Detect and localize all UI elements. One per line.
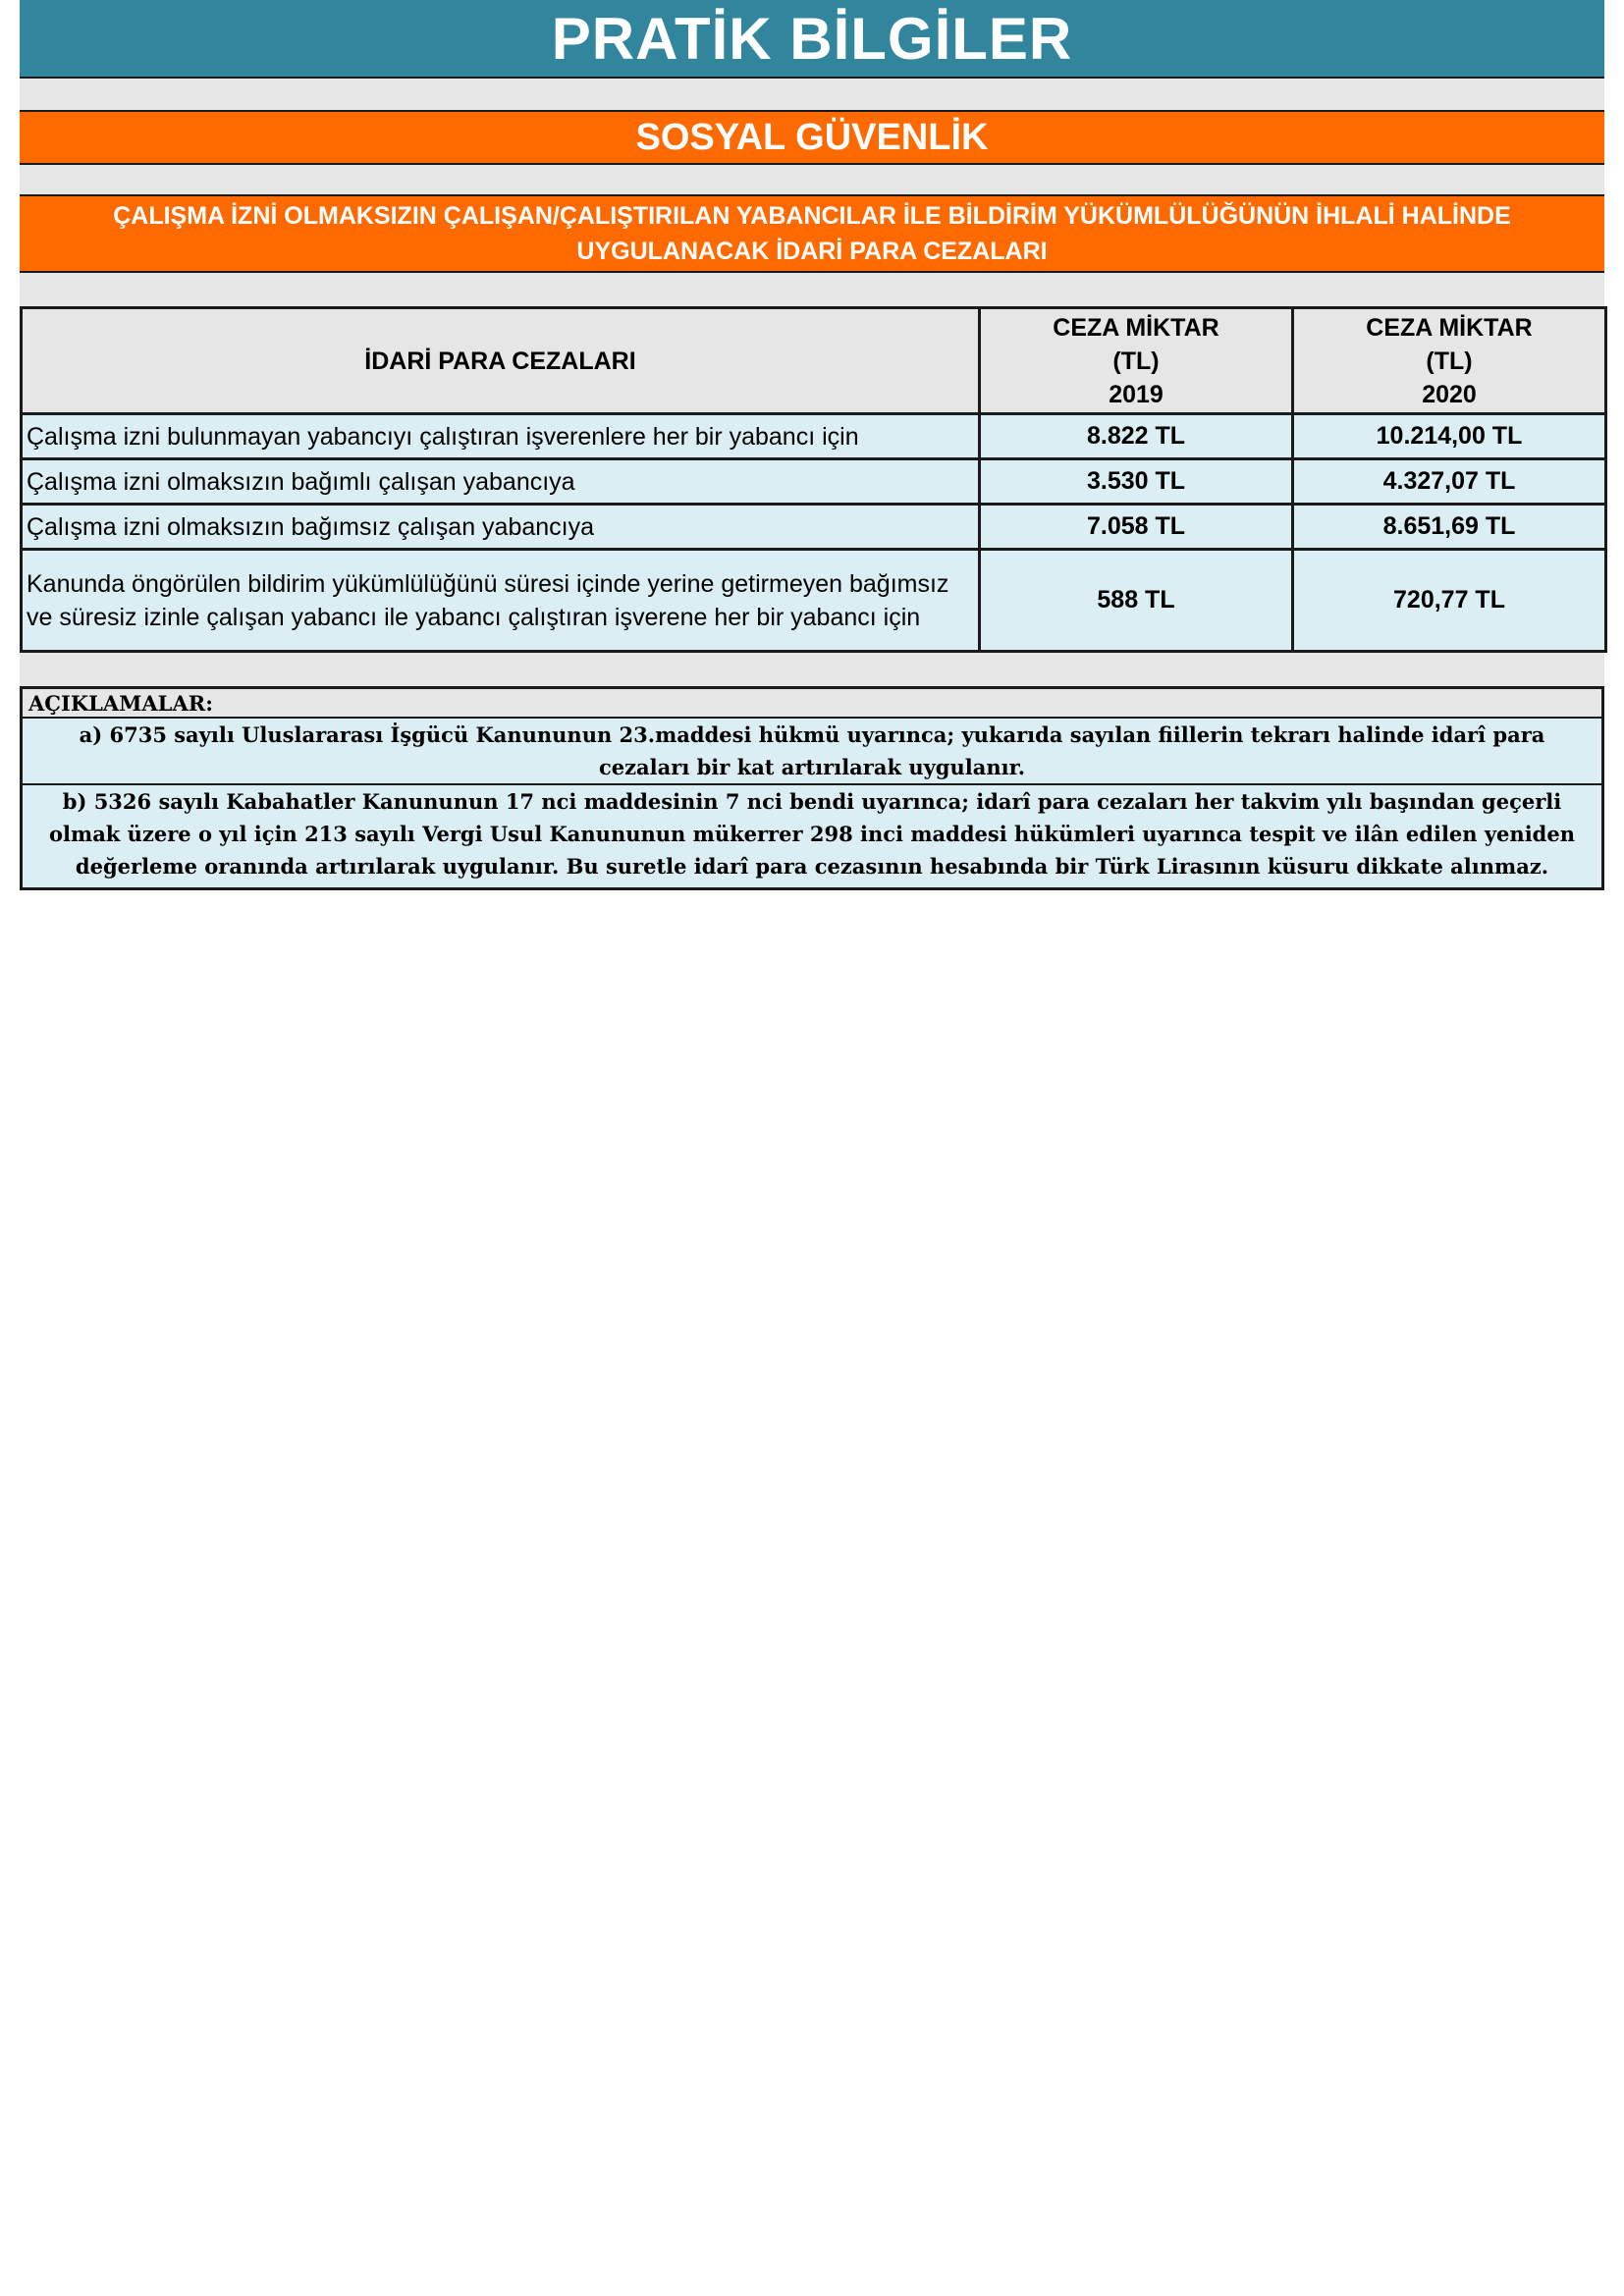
row-desc: Çalışma izni olmaksızın bağımlı çalışan yabancıya [22,459,980,505]
header-2020 [1293,308,1606,414]
row-value-2020: 8.651,69 TL [1293,505,1606,550]
row-value-2020: 4.327,07 TL [1293,459,1606,505]
header-2019-label: CEZA MİKTAR [1053,313,1219,342]
row-desc: Kanunda öngörülen bildirim yükümlülüğünü süresi içinde yerine getirmeyen bağımsız ve süresiz izinle çalışan yabancı ile yabancı çalıştıran işverene her bir yabancı için [22,550,980,652]
table-row [22,459,1606,505]
header-2019 [980,308,1293,414]
table-row [22,505,1606,550]
spacer [20,273,1604,306]
spacer [20,79,1604,110]
table-row [22,550,1606,652]
row-value-2019: 7.058 TL [980,505,1293,550]
section-title: SOSYAL GÜVENLİK [20,110,1604,165]
header-2019-year: 2019 [1109,380,1164,408]
header-desc: İDARİ PARA CEZALARI [22,308,980,414]
row-value-2019: 588 TL [980,550,1293,652]
row-value-2020: 720,77 TL [1293,550,1606,652]
table-subtitle: ÇALIŞMA İZNİ OLMAKSIZIN ÇALIŞAN/ÇALIŞTIRILAN YABANCILAR İLE BİLDİRİM YÜKÜMLÜLÜĞÜNÜN İHLALİ HALİNDE UYGULANACAK İDARİ PARA CEZALARI [20,194,1604,273]
row-value-2019: 8.822 TL [980,414,1293,459]
header-2019-unit: (TL) [1112,347,1160,375]
row-value-2020: 10.214,00 TL [1293,414,1606,459]
penalty-table [20,306,1607,653]
header-2020-year: 2020 [1422,380,1477,408]
page-title: PRATİK BİLGİLER [20,0,1604,79]
notes-box [20,686,1604,890]
table-header-row [22,308,1606,414]
spacer [20,165,1604,194]
row-value-2019: 3.530 TL [980,459,1293,505]
document-page [20,0,1604,890]
row-desc: Çalışma izni olmaksızın bağımsız çalışan yabancıya [22,505,980,550]
table-row [22,414,1606,459]
notes-heading: AÇIKLAMALAR: [23,689,1601,719]
note-a: a) 6735 sayılı Uluslararası İşgücü Kanununun 23.maddesi hükmü uyarınca; yukarıda sayılan fiillerin tekrarı halinde idarî para cezaları bir kat artırılarak uygulanır. [23,719,1601,785]
header-2020-unit: (TL) [1426,347,1473,375]
header-2020-label: CEZA MİKTAR [1366,313,1533,342]
row-desc: Çalışma izni bulunmayan yabancıyı çalıştıran işverenlere her bir yabancı için [22,414,980,459]
note-b: b) 5326 sayılı Kabahatler Kanununun 17 nci maddesinin 7 nci bendi uyarınca; idarî para cezaları her takvim yılı başından geçerli olmak üzere o yıl için 213 sayılı Vergi Usul Kanununun mükerrer 298 inci maddesi hükümleri uyarınca tespit ve ilân edilen yeniden değerleme oranında artırılarak uygulanır. Bu suretle idarî para cezasının hesabında bir Türk Lirasının küsuru dikkate alınmaz. [23,785,1601,887]
spacer [20,653,1604,686]
